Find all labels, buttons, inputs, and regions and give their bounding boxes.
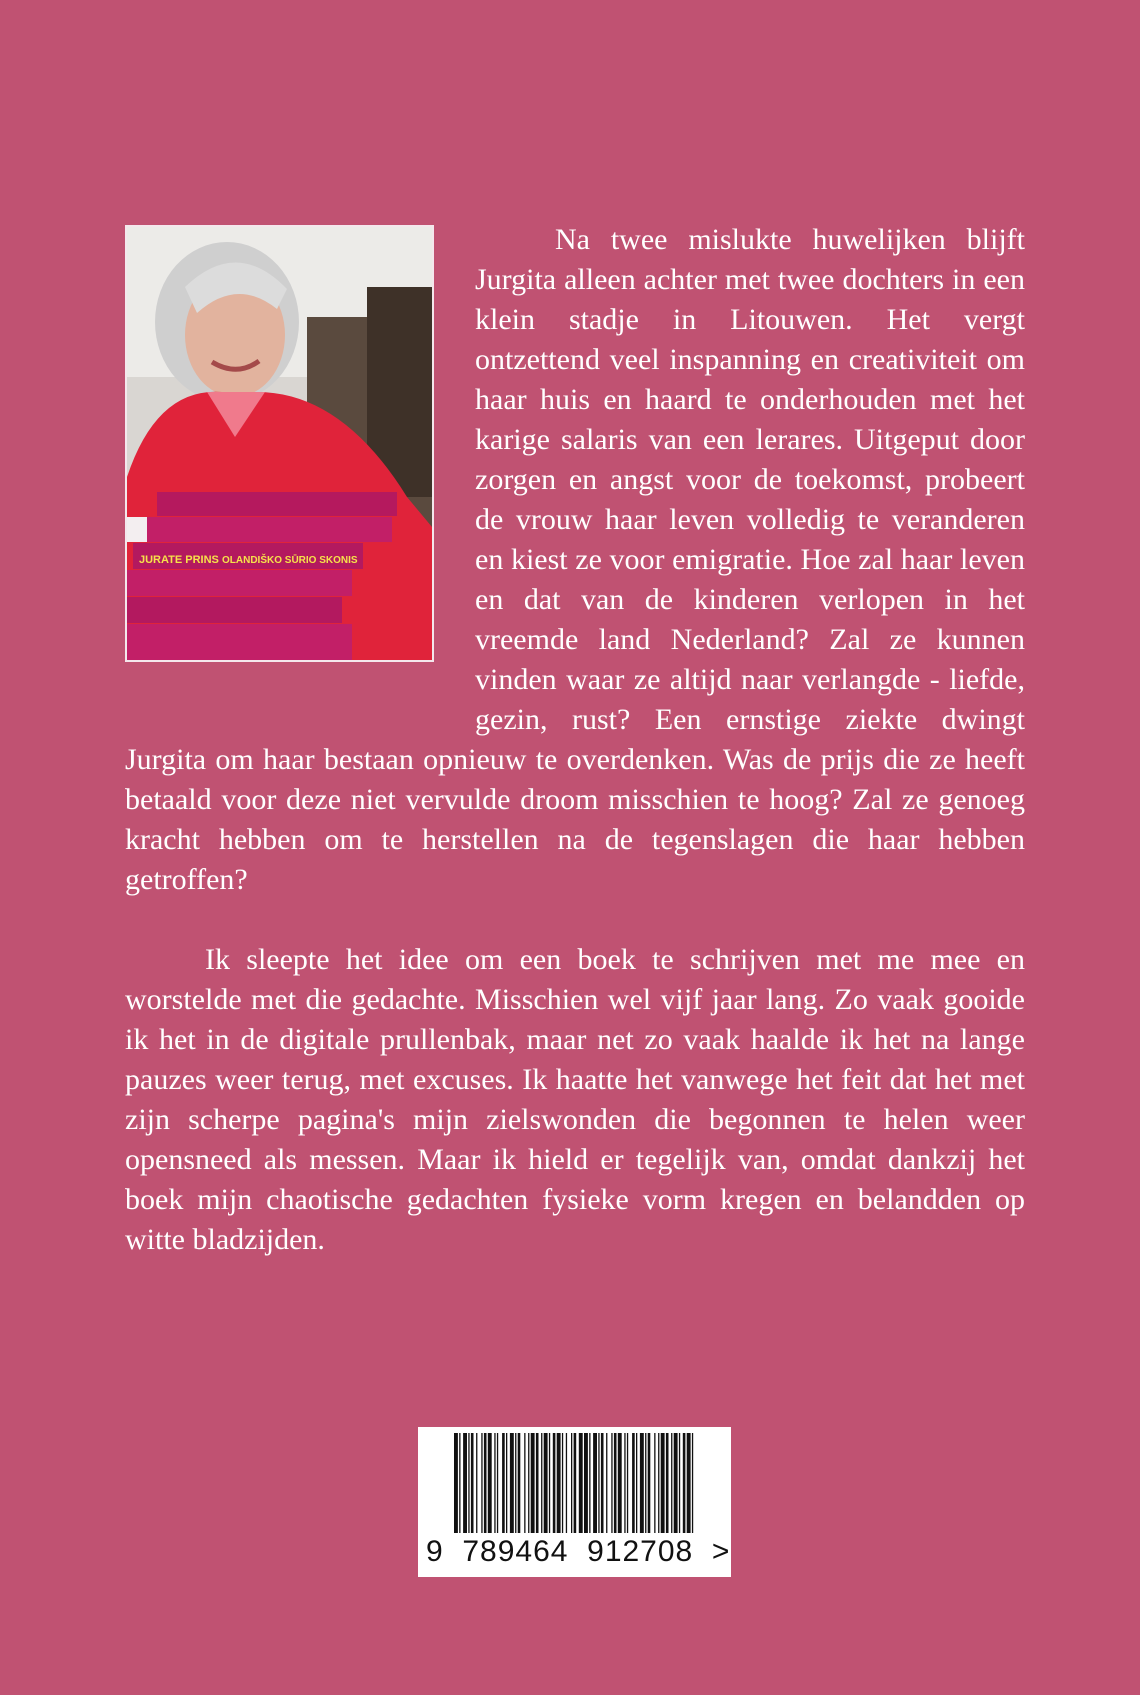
barcode-bar <box>584 1433 588 1533</box>
author-photo-illustration <box>127 227 432 660</box>
barcode-bar <box>524 1433 525 1533</box>
barcode-bar <box>674 1433 678 1533</box>
barcode-bar <box>666 1433 669 1533</box>
barcode-bar <box>614 1433 617 1533</box>
barcode-bar <box>549 1433 550 1533</box>
barcode-bar <box>654 1433 655 1533</box>
barcode-bar <box>618 1433 622 1533</box>
barcode-bar <box>648 1433 651 1533</box>
barcode-bar <box>562 1433 563 1533</box>
isbn-barcode <box>418 1427 731 1577</box>
barcode-bar <box>459 1433 460 1533</box>
barcode-bar <box>454 1433 458 1533</box>
barcode-bar <box>661 1433 665 1533</box>
barcode-bar <box>531 1433 535 1533</box>
barcode-bar <box>632 1433 635 1533</box>
barcode-bar <box>645 1433 646 1533</box>
barcode-bar <box>571 1433 572 1533</box>
book-spine-author: JURATE PRINS <box>139 554 219 566</box>
barcode-bar <box>611 1433 612 1533</box>
barcode-bar <box>636 1433 637 1533</box>
barcode-bar <box>640 1433 644 1533</box>
barcode-bar <box>544 1433 548 1533</box>
barcode-bar <box>606 1433 607 1533</box>
barcode-bar <box>515 1433 516 1533</box>
barcode-bar <box>463 1433 467 1533</box>
author-photo <box>125 225 434 662</box>
barcode-bar <box>574 1433 577 1533</box>
barcode-bar <box>671 1433 672 1533</box>
barcode-bar <box>683 1433 686 1533</box>
barcode-bar <box>566 1433 567 1533</box>
barcode-bar <box>471 1433 474 1533</box>
barcode-bar <box>528 1433 529 1533</box>
barcode-bar <box>624 1433 625 1533</box>
barcode-bar <box>579 1433 583 1533</box>
barcode-bar <box>506 1433 507 1533</box>
blurb-paragraph-2: Ik sleepte het idee om een boek te schrijven met me mee en worstelde met die gedachte. Misschien wel vijf jaar lang. Zo vaak gooide ik het in de digitale prullenbak, maar net zo vaak haalde ik het na lange pauzes weer terug, met excuses. Ik haatte het vanwege het feit dat het met zijn scherpe pagina's mijn zielswonden die begonnen te helen weer opensneed als messen. Maar ik hield er tegelijk van, omdat dankzij het boek mijn chaotische gedachten fysieke vorm kregen en belandden op witte bladzijden. <box>125 943 1025 1256</box>
barcode-bar <box>510 1433 514 1533</box>
barcode-bar <box>598 1433 599 1533</box>
barcode-bar <box>589 1433 590 1533</box>
barcode-bar <box>476 1433 477 1533</box>
barcode-bar <box>541 1433 542 1533</box>
blurb-paragraph-1: Na twee mislukte huwelijken blijft Jurgita alleen achter met twee dochters in een klein stadje in Litouwen. Het vergt ontzettend veel inspanning en creativiteit om haar huis en haard te onderhouden met het karige salaris van een lerares. Uitgeput door zorgen en angst voor de toekomst, probeert de vrouw haar leven volledig te veranderen en kiest ze voor emigratie. Hoe zal haar leven en dat van de kinderen verlopen in het vreemde land Nederland? Zal ze kunnen vinden waar ze altijd naar verlangde - liefde, gezin, rust? Een ernstige ziekte dwingt Jurgita om haar bestaan opnieuw te overdenken. Was de prijs die ze heeft betaald voor deze niet vervulde droom misschien te hoog? Zal ze genoeg kracht hebben om te herstellen na de tegenslagen die haar hebben getroffen? <box>125 223 1025 896</box>
barcode-bar <box>536 1433 539 1533</box>
barcode-bar <box>658 1433 659 1533</box>
barcode-bar <box>687 1433 691 1533</box>
barcode-bar <box>502 1433 505 1533</box>
barcode-bar <box>679 1433 680 1533</box>
barcode-bar <box>488 1433 492 1533</box>
barcode-bar <box>553 1433 556 1533</box>
book-spine-title: OLANDIŠKO SŪRIO SKONIS <box>222 555 358 566</box>
barcode-bar <box>518 1433 521 1533</box>
barcode-bars <box>454 1433 694 1538</box>
barcode-bar <box>481 1433 482 1533</box>
barcode-bar <box>497 1433 498 1533</box>
barcode-bar <box>484 1433 487 1533</box>
barcode-bar <box>601 1433 604 1533</box>
barcode-bar <box>494 1433 495 1533</box>
isbn-digits: 9 789464 912708 > <box>426 1535 731 1568</box>
barcode-bar <box>593 1433 597 1533</box>
barcode-bar <box>468 1433 469 1533</box>
barcode-bar <box>627 1433 628 1533</box>
barcode-bar <box>557 1433 561 1533</box>
barcode-bar <box>692 1433 693 1533</box>
